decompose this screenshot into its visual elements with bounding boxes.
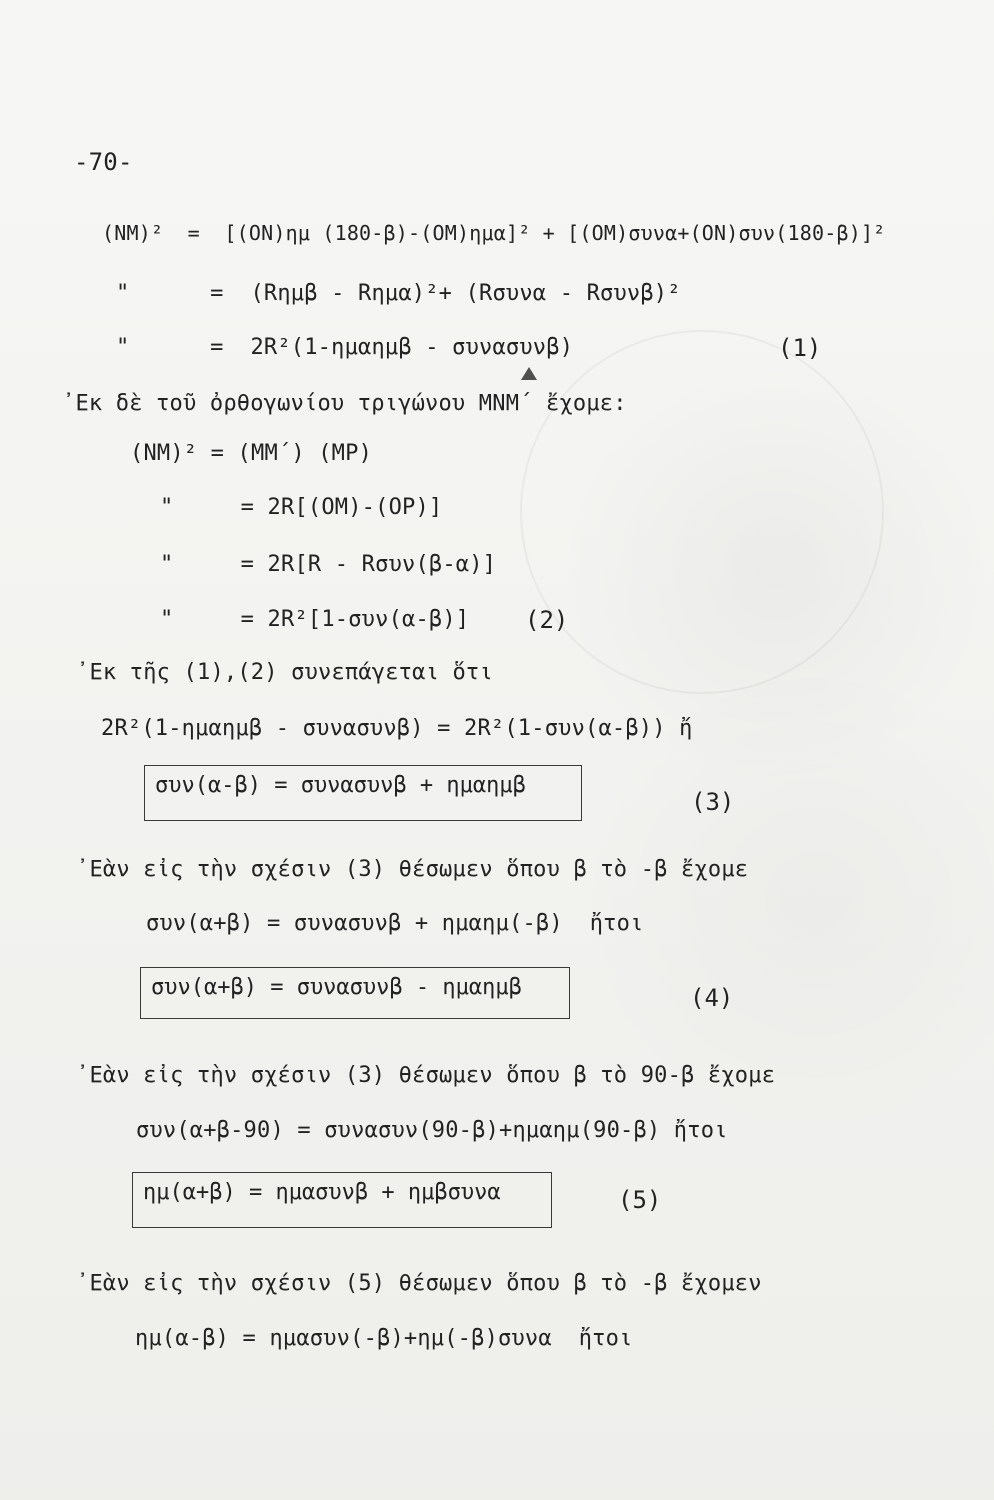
boxed-formula-4 — [140, 967, 570, 1019]
right-triangle-sentence: ᾽Εκ δὲ τοῦ ὀρθογωνίου τριγώνου ΜΝΜ´ ἔχομε: — [62, 391, 627, 416]
conclusion-sentence: ᾽Εκ τῆς (1),(2) συνεπάγεται ὅτι — [76, 660, 493, 685]
equation-line-4: (NM)² = (MM´) (MP) — [130, 441, 373, 466]
formula-5-text: ημ(α+β) = ημασυνβ + ημβσυνα — [143, 1180, 501, 1205]
page-number: -70- — [74, 148, 133, 176]
equation-number-4: (4) — [690, 984, 734, 1012]
formula-3-text: συν(α-β) = συνασυνβ + ημαημβ — [155, 773, 526, 798]
equation-number-5: (5) — [618, 1186, 662, 1214]
triangle-symbol — [521, 367, 537, 380]
equation-line-5: " = 2R[(OM)-(OP)] — [160, 495, 443, 520]
equation-line-10: συν(α+β-90) = συνασυν(90-β)+ημαημ(90-β) ἤτοι — [136, 1118, 728, 1143]
bleed-through-circle — [520, 330, 884, 694]
substitution-sentence-3: ᾽Εὰν εἰς τὴν σχέσιν (5) θέσωμεν ὅπου β τὸ -β ἔχομεν — [76, 1271, 762, 1296]
equation-line-11: ημ(α-β) = ημασυν(-β)+ημ(-β)συνα ἤτοι — [135, 1326, 633, 1351]
equation-line-2: " = (Rημβ - Rημα)²+ (Rσυνα - Rσυνβ)² — [116, 281, 681, 306]
substitution-sentence-1: ᾽Εὰν εἰς τὴν σχέσιν (3) θέσωμεν ὅπου β τὸ -β ἔχομε — [76, 857, 749, 882]
equation-line-6: " = 2R[R - Rσυν(β-α)] — [160, 552, 497, 577]
equation-number-3: (3) — [691, 788, 735, 816]
equation-line-3: " = 2R²(1-ημαημβ - συνασυνβ) — [116, 335, 574, 360]
boxed-formula-3 — [144, 765, 582, 821]
equation-line-8: 2R²(1-ημαημβ - συνασυνβ) = 2R²(1-συν(α-β)) ἤ — [101, 716, 693, 741]
equation-line-7: " = 2R²[1-συν(α-β)] — [160, 607, 470, 632]
boxed-formula-5 — [132, 1172, 552, 1228]
equation-line-1: (NM)² = [(ON)ημ (180-β)-(OM)ημα]² + [(OM)συνα+(ON)συν(180-β)]² — [102, 221, 886, 245]
equation-line-9: συν(α+β) = συνασυνβ + ημαημ(-β) ἤτοι — [146, 911, 644, 936]
formula-4-text: συν(α+β) = συνασυνβ - ημαημβ — [151, 975, 522, 1000]
equation-number-1: (1) — [778, 334, 822, 362]
substitution-sentence-2: ᾽Εὰν εἰς τὴν σχέσιν (3) θέσωμεν ὅπου β τὸ 90-β ἔχομε — [76, 1063, 776, 1088]
equation-number-2: (2) — [525, 606, 569, 634]
